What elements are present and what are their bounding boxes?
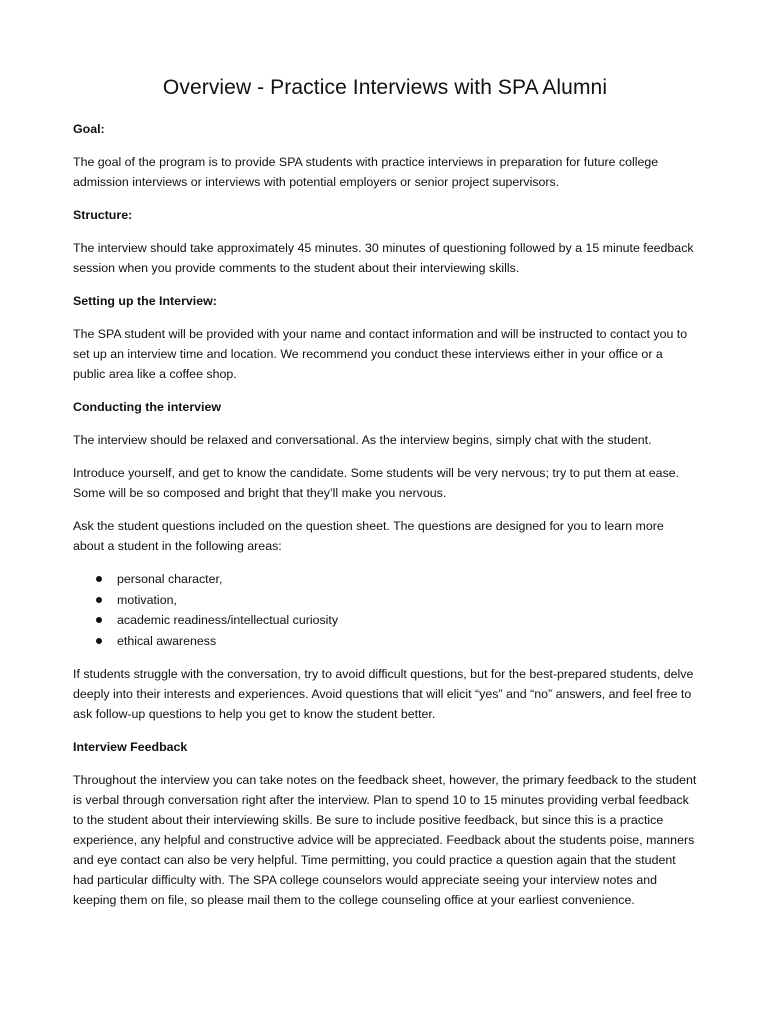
interview-areas-list xyxy=(73,569,698,651)
bullet-icon xyxy=(96,638,102,644)
structure-paragraph: The interview should take approximately 45 minutes. 30 minutes of questioning followed by a 15 minute feedback session when you provide comments to the student about their interviewing skills. xyxy=(73,241,694,275)
list-item-text: ethical awareness xyxy=(117,633,217,648)
list-item xyxy=(73,610,698,631)
structure-heading: Structure: xyxy=(73,208,133,222)
goal-heading: Goal: xyxy=(73,122,105,136)
list-item xyxy=(73,631,698,652)
conducting-paragraph-2: Introduce yourself, and get to know the candidate. Some students will be very nervous; try to put them at ease. Some will be so composed and bright that they’ll make you nervous. xyxy=(73,466,680,500)
bullet-icon xyxy=(96,597,102,603)
feedback-heading: Interview Feedback xyxy=(73,740,188,754)
document-title: Overview - Practice Interviews with SPA Alumni xyxy=(162,76,608,99)
document-body xyxy=(73,119,698,923)
setup-paragraph: The SPA student will be provided with your name and contact information and will be instructed to contact you to set up an interview time and location. We recommend you conduct these interviews either in your office or a public area like a coffee shop. xyxy=(73,327,688,381)
list-item xyxy=(73,590,698,611)
feedback-paragraph: Throughout the interview you can take notes on the feedback sheet, however, the primary feedback to the student is verbal through conversation right after the interview. Plan to spend 10 to 15 minutes providing verbal feedback to the student about their interviewing skills. Be sure to include positive feedback, but since this is a practice experience, any helpful and constructive advice will be appreciated. Feedback about the students poise, manners and eye contact can also be very helpful. Time permitting, you could practice a question again that the student had particular difficulty with. The SPA college counselors would appreciate seeing your interview notes and keeping them on file, so please mail them to the college counseling office at your earliest convenience. xyxy=(73,773,697,907)
conducting-paragraph-4: If students struggle with the conversation, try to avoid difficult questions, but for the best-prepared students, delve deeply into their interests and experiences. Avoid questions that will elicit “yes” and “no” answers, and feel free to ask follow-up questions to help you get to know the student better. xyxy=(73,667,694,721)
conducting-paragraph-1: The interview should be relaxed and conversational. As the interview begins, simply chat with the student. xyxy=(73,433,652,447)
conducting-heading: Conducting the interview xyxy=(73,400,222,414)
setup-heading: Setting up the Interview: xyxy=(73,294,217,308)
bullet-icon xyxy=(96,617,102,623)
list-item-text: academic readiness/intellectual curiosity xyxy=(117,613,339,627)
list-item-text: personal character, xyxy=(117,572,223,586)
goal-paragraph: The goal of the program is to provide SPA students with practice interviews in preparation for future college admission interviews or interviews with potential employers or senior project supervisors. xyxy=(73,155,659,189)
bullet-icon xyxy=(96,576,102,582)
list-item-text: motivation, xyxy=(117,592,177,607)
list-item xyxy=(73,569,698,590)
conducting-paragraph-3: Ask the student questions included on the question sheet. The questions are designed for you to learn more about a student in the following areas: xyxy=(73,519,664,553)
